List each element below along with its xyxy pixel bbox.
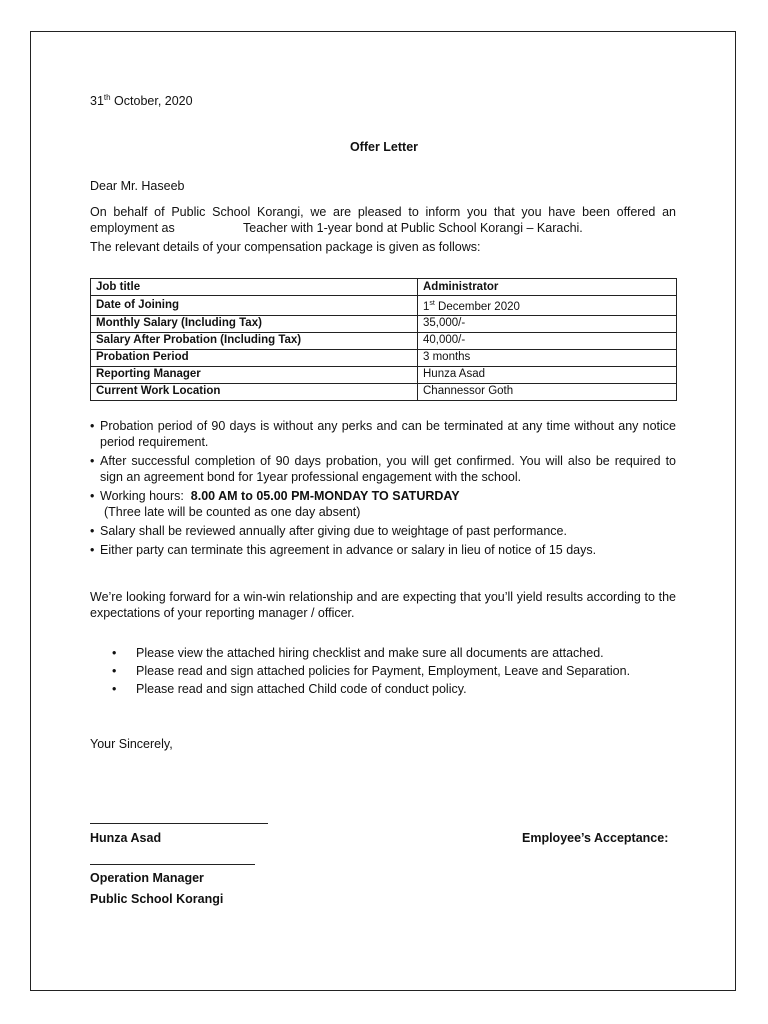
bullet-icon: • bbox=[90, 489, 95, 503]
row-label: Current Work Location bbox=[91, 383, 418, 400]
signer-org: Public School Korangi bbox=[90, 892, 224, 906]
bullet-icon: • bbox=[112, 664, 117, 678]
employee-acceptance: Employee’s Acceptance: bbox=[522, 831, 669, 845]
signature-line bbox=[90, 823, 268, 824]
row-value: 1st December 2020 bbox=[418, 296, 677, 316]
row-value: 3 months bbox=[418, 349, 677, 366]
intro-details: The relevant details of your compensation package is given as follows: bbox=[90, 240, 481, 254]
table-row bbox=[91, 296, 677, 316]
list-item: • Probation period of 90 days is without any perks and can be terminated at any time without any notice period requirement. bbox=[90, 419, 676, 449]
hours-note: (Three late will be counted as one day absent) bbox=[104, 505, 361, 519]
terms-list bbox=[90, 418, 676, 561]
bullet-icon: • bbox=[112, 682, 117, 696]
row-value: Administrator bbox=[418, 279, 677, 296]
row-label: Job title bbox=[91, 279, 418, 296]
hours-label: Working hours: bbox=[100, 489, 184, 503]
list-item: • Please read and sign attached Child code of conduct policy. bbox=[112, 682, 467, 696]
row-value: 40,000/- bbox=[418, 332, 677, 349]
row-label: Reporting Manager bbox=[91, 366, 418, 383]
intro-text: On behalf of Public School Korangi, we are pleased to inform you that you have been offered an employment as bbox=[90, 205, 676, 235]
row-value: Hunza Asad bbox=[418, 366, 677, 383]
list-item: • Please read and sign attached policies for Payment, Employment, Leave and Separation. bbox=[112, 664, 631, 678]
signature-line bbox=[90, 864, 255, 865]
bullet-icon: • bbox=[90, 543, 95, 557]
letter-title: Offer Letter bbox=[349, 140, 419, 154]
closing-salutation: Your Sincerely, bbox=[90, 737, 173, 751]
intro-role: Teacher with 1-year bond at Public School Korangi – Karachi. bbox=[243, 221, 583, 235]
list-item: • Please view the attached hiring checklist and make sure all documents are attached. bbox=[112, 646, 604, 660]
details-table bbox=[90, 278, 677, 401]
signer-title: Operation Manager bbox=[90, 871, 204, 885]
table-row bbox=[91, 349, 677, 366]
letter-date: 31th October, 2020 bbox=[90, 93, 193, 108]
value-suffix: st bbox=[429, 300, 435, 307]
table-row bbox=[91, 315, 677, 332]
table-row bbox=[91, 279, 677, 296]
list-item: • After successful completion of 90 days probation, you will get confirmed. You will also be required to sign an agreement bond for 1year professional engagement with the school. bbox=[90, 454, 676, 484]
row-label: Salary After Probation (Including Tax) bbox=[91, 332, 418, 349]
date-suffix: th bbox=[103, 93, 111, 102]
salutation: Dear Mr. Haseeb bbox=[90, 179, 185, 193]
bullet-icon: • bbox=[112, 646, 117, 660]
row-label: Date of Joining bbox=[91, 296, 418, 316]
list-item: • Salary shall be reviewed annually after giving due to weightage of past performance. bbox=[90, 524, 567, 538]
list-item bbox=[90, 488, 676, 504]
table-row bbox=[91, 383, 677, 400]
bullet-icon: • bbox=[90, 524, 95, 538]
bullet-icon: • bbox=[90, 454, 95, 468]
row-label: Monthly Salary (Including Tax) bbox=[91, 315, 418, 332]
row-label: Probation Period bbox=[91, 349, 418, 366]
table-row bbox=[91, 366, 677, 383]
row-value: 35,000/- bbox=[418, 315, 677, 332]
signer-name: Hunza Asad bbox=[90, 831, 162, 845]
closing-paragraph: We’re looking forward for a win-win relationship and are expecting that you’ll yield results according to the expectations of your reporting manager / officer. bbox=[90, 590, 676, 620]
checklist bbox=[112, 644, 630, 698]
table-row bbox=[91, 332, 677, 349]
list-item: • Either party can terminate this agreement in advance or salary in lieu of notice of 15 days. bbox=[90, 543, 597, 557]
row-value: Channessor Goth bbox=[418, 383, 677, 400]
bullet-icon: • bbox=[90, 419, 95, 433]
hours-value: 8.00 AM to 05.00 PM-MONDAY TO SATURDAY bbox=[190, 489, 460, 503]
